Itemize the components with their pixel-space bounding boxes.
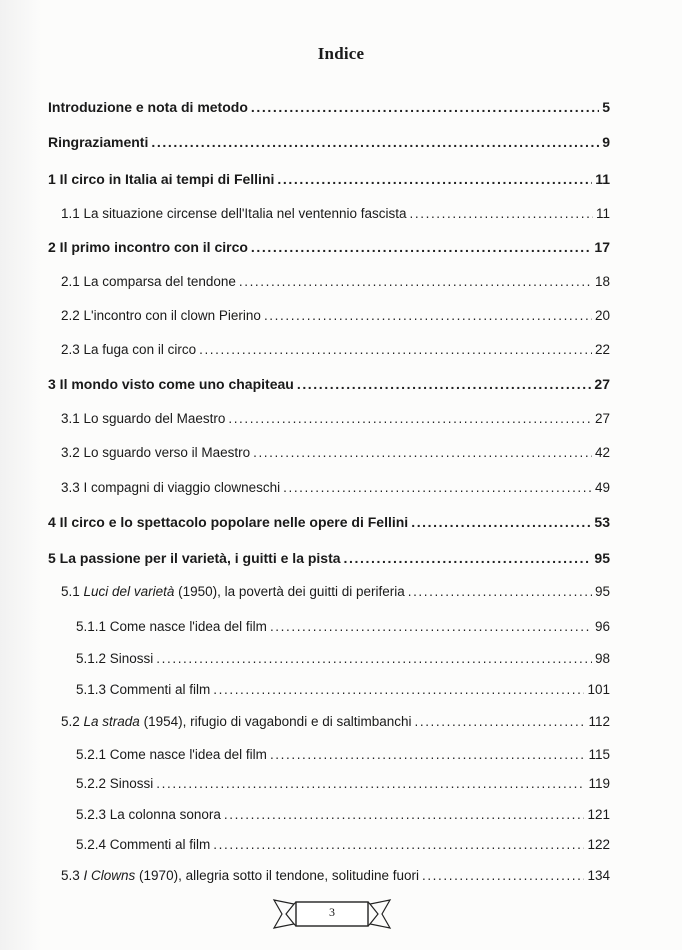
toc-entry-page-number: 22 [594,342,610,357]
toc-entry [76,836,610,854]
toc-entry-film-title: I Clowns [83,868,136,883]
toc-entry-label: 5.1.1 Come nasce l'idea del film [76,619,267,634]
toc-entry-label: Ringraziamenti [48,134,149,150]
toc-entry-label: 5.2.2 Sinossi [76,776,154,791]
page-title: Indice [317,44,365,63]
toc-entry-label: 3.1 Lo sguardo del Maestro [61,411,226,426]
toc-entry-page-number: 27 [594,376,610,392]
toc-entry [48,238,610,256]
dot-leader [151,133,599,151]
toc-entry [61,273,610,291]
toc-entry [48,170,610,188]
toc-entry-page-number: 98 [594,651,610,666]
toc-entry-label-prefix: 5.2 [61,714,84,729]
toc-entry [61,341,610,359]
toc-entry-page-number: 11 [595,206,610,221]
dot-leader [283,479,592,497]
toc-entry-label: 3.3 I compagni di viaggio clowneschi [61,480,281,495]
toc-entry-page-number: 101 [587,682,610,697]
dot-leader [270,618,592,636]
toc-entry-label: 4 Il circo e lo spettacolo popolare nelle opere di Fellini [48,514,409,530]
toc-entry-label [61,867,419,885]
toc-entry-label-prefix: 5.1 [61,584,84,599]
toc-entry [61,307,610,325]
toc-entry-label-prefix: 5.3 [61,868,84,883]
dot-leader [422,867,585,885]
toc-entry [48,513,610,531]
toc-entry-label-suffix: (1970), allegria sotto il tendone, solitudine fuori [135,868,419,883]
toc-entry [61,410,610,428]
dot-leader [344,549,592,567]
dot-leader [270,746,586,764]
toc-entry [48,549,610,567]
toc-entry-label: 3.2 Lo sguardo verso il Maestro [61,445,251,460]
toc-entry [76,650,610,668]
dot-leader [213,681,584,699]
toc-entry-label: 5.1.3 Commenti al film [76,682,211,697]
dot-leader [199,341,592,359]
page-edge-shadow [0,0,42,950]
toc-entry-film-title: Luci del varietà [83,584,175,599]
dot-leader [251,98,599,116]
dot-leader [410,205,593,223]
toc-entry-page-number: 95 [594,584,610,599]
toc-entry-page-number: 122 [587,837,610,852]
toc-entry-page-number: 17 [594,239,610,255]
dot-leader [156,775,585,793]
toc-entry-label: 1 Il circo in Italia ai tempi di Fellini [48,171,275,187]
toc-entry [61,205,610,223]
toc-entry-page-number: 96 [594,619,610,634]
page-number: 3 [329,905,335,919]
toc-entry-page-number: 53 [594,514,610,530]
toc-entry-page-number: 115 [588,747,610,762]
toc-entry [61,479,610,497]
toc-entry-page-number: 95 [594,550,610,566]
toc-entry-page-number: 27 [594,411,610,426]
dot-leader [408,583,592,601]
toc-entry-page-number: 121 [587,807,610,822]
toc-entry-page-number: 20 [594,308,610,323]
toc-entry [48,133,610,151]
toc-entry-label: 2.2 L'incontro con il clown Pierino [61,308,261,323]
toc-entry-page-number: 18 [594,274,610,289]
dot-leader [277,170,592,188]
toc-entry-label: 5 La passione per il varietà, i guitti e la pista [48,550,341,566]
toc-entry-label: 2.1 La comparsa del tendone [61,274,236,289]
toc-entry [48,98,610,116]
dot-leader [297,375,592,393]
toc-entry [61,444,610,462]
toc-entry [76,775,610,793]
toc-entry-page-number: 42 [594,445,610,460]
toc-entry-page-number: 112 [588,714,610,729]
toc-entry [76,618,610,636]
toc-entry-page-number: 11 [595,171,610,187]
toc-entry-label [61,713,412,731]
toc-entry-page-number: 9 [602,134,610,150]
toc-entry-label: 1.1 La situazione circense dell'Italia nel ventennio fascista [61,206,407,221]
toc-entry-label [61,583,405,601]
dot-leader [251,238,592,256]
toc-entry [48,375,610,393]
toc-entry-label-suffix: (1950), la povertà dei guitti di periferia [174,584,405,599]
toc-entry-label: 5.2.3 La colonna sonora [76,807,221,822]
dot-leader [239,273,592,291]
dot-leader [264,307,592,325]
page-number-ornament [272,896,392,932]
toc-entry [76,746,610,764]
toc-entry [76,806,610,824]
dot-leader [156,650,592,668]
toc-entry [76,681,610,699]
toc-entry-label: 5.2.1 Come nasce l'idea del film [76,747,267,762]
toc-entry-page-number: 5 [602,99,610,115]
toc-entry-label: 2 Il primo incontro con il circo [48,239,248,255]
toc-entry-page-number: 49 [594,480,610,495]
toc-entry [61,713,610,731]
toc-entry-label: 3 Il mondo visto come uno chapiteau [48,376,294,392]
toc-entry [61,867,610,885]
toc-entry-label: 5.1.2 Sinossi [76,651,154,666]
toc-entry-label: 5.2.4 Commenti al film [76,837,211,852]
toc-entry [61,583,610,601]
toc-entry-label: 2.3 La fuga con il circo [61,342,197,357]
toc-entry-label-suffix: (1954), rifugio di vagabondi e di saltimbanchi [139,714,412,729]
toc-entry-page-number: 134 [587,868,610,883]
toc-entry-label: Introduzione e nota di metodo [48,99,248,115]
dot-leader [213,836,584,854]
dot-leader [415,713,586,731]
dot-leader [228,410,592,428]
dot-leader [253,444,592,462]
dot-leader [224,806,585,824]
toc-entry-film-title: La strada [83,714,140,729]
toc-entry-page-number: 119 [588,776,610,791]
dot-leader [411,513,591,531]
